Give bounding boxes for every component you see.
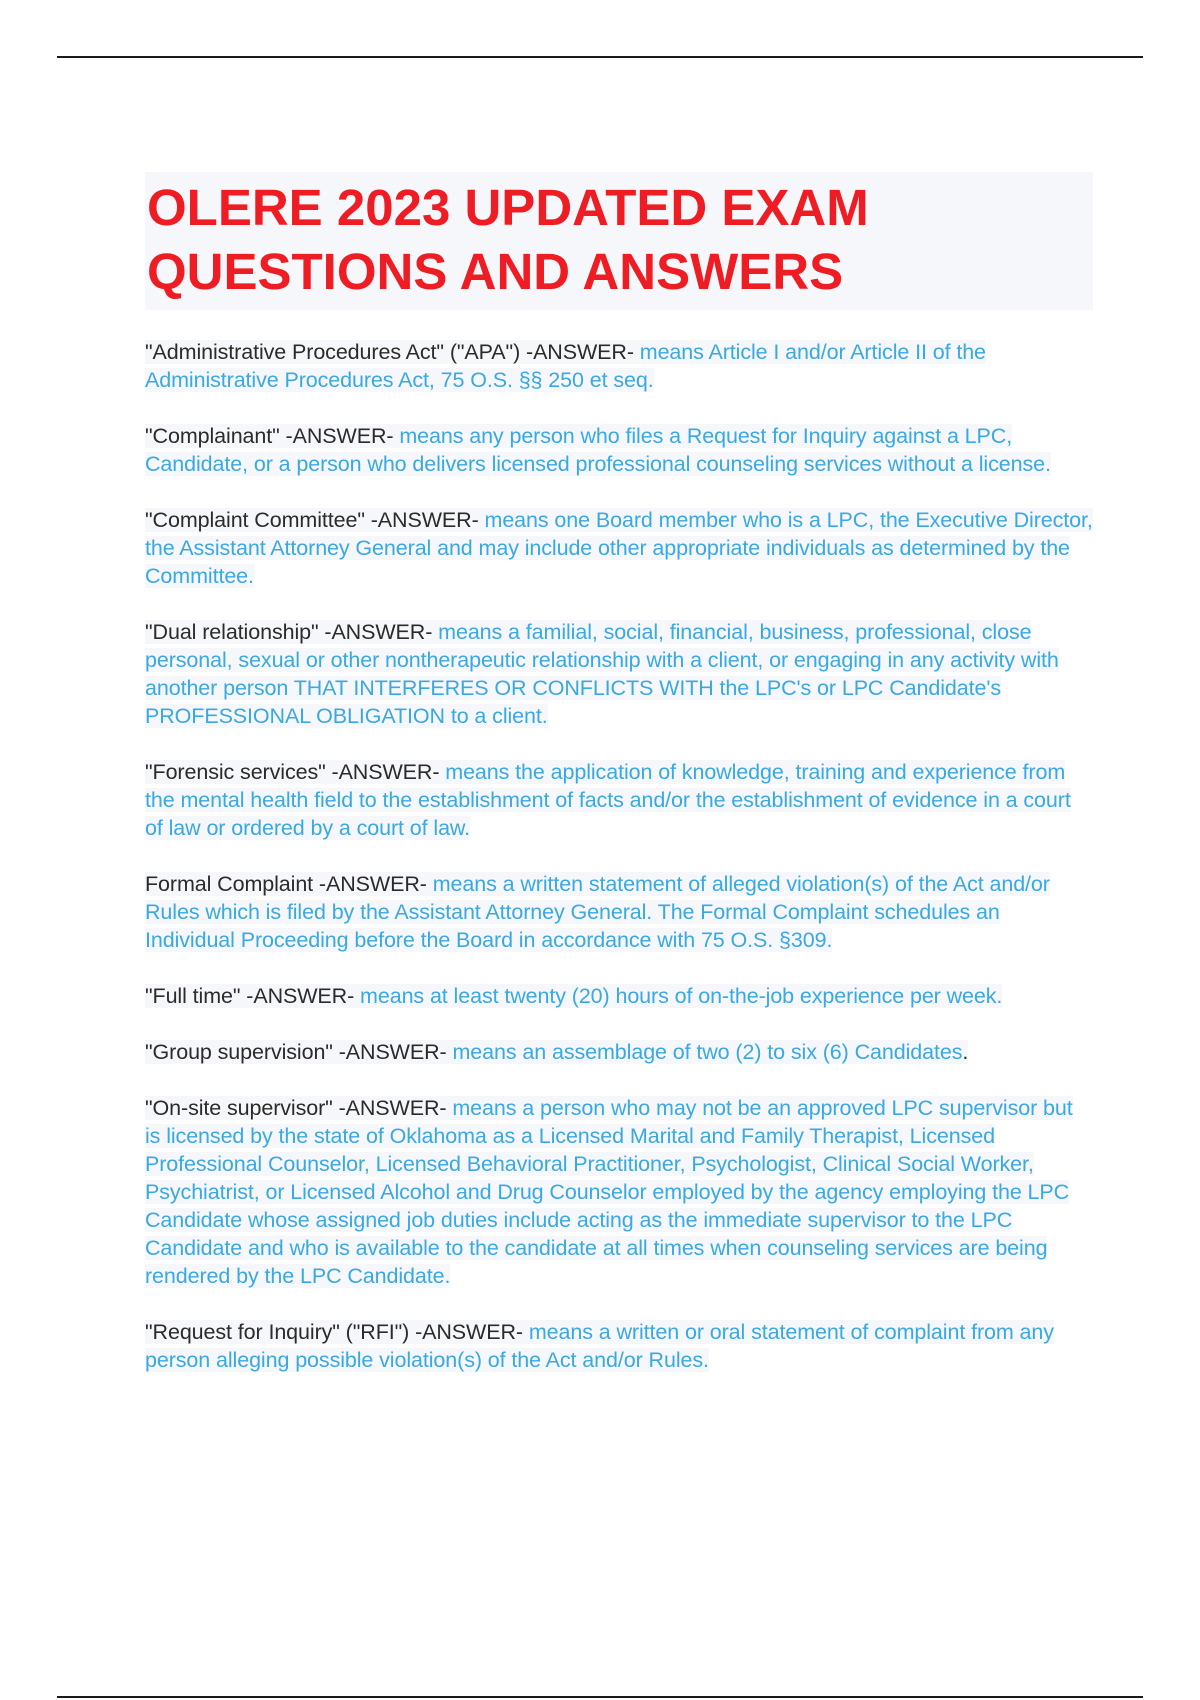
document-title xyxy=(147,176,1089,304)
qa-entry-formal-complaint xyxy=(145,870,1093,954)
question-text: "Administrative Procedures Act" ("APA") -ANSWER- xyxy=(145,340,640,364)
answer-text: means an assemblage of two (2) to six (6) Candidates xyxy=(452,1040,963,1064)
qa-entry-group-supervision xyxy=(145,1038,1093,1066)
answer-text: means a written statement of alleged violation(s) of the Act and/or Rules which is filed by the Assistant Attorney General. The Formal Complaint schedules an Individual Proceeding before the Board in accordance with 75 O.S. §309. xyxy=(145,872,1050,952)
qa-entry-dual-relationship xyxy=(145,618,1093,730)
qa-entry-apa xyxy=(145,338,1093,394)
document-body xyxy=(145,172,1093,1402)
question-text: "Complainant" -ANSWER- xyxy=(145,424,400,448)
title-block xyxy=(145,172,1093,310)
answer-text: means any person who files a Request for Inquiry against a LPC, Candidate, or a person who delivers licensed professional counseling services without a license. xyxy=(145,424,1051,476)
answer-text: means a familial, social, financial, business, professional, close personal, sexual or other nontherapeutic relationship with a client, or engaging in any activity with another person THAT INTERFERES OR CONFLICTS WITH the LPC's or LPC Candidate's PROFESSIONAL OBLIGATION to a client. xyxy=(145,620,1059,728)
answer-text: means a person who may not be an approved LPC supervisor but is licensed by the state of Oklahoma as a Licensed Marital and Family Therapist, Licensed Professional Counselor, Licensed Behavioral Practitioner, Psychologist, Clinical Social Worker, Psychiatrist, or Licensed Alcohol and Drug Counselor employed by the agency employing the LPC Candidate whose assigned job duties include acting as the immediate supervisor to the LPC Candidate and who is available to the candidate at all times when counseling services are being rendered by the LPC Candidate. xyxy=(145,1096,1073,1288)
question-text: Formal Complaint -ANSWER- xyxy=(145,872,433,896)
title-line-2: QUESTIONS AND ANSWERS xyxy=(147,243,844,300)
answer-text: means a written or oral statement of complaint from any person alleging possible violation(s) of the Act and/or Rules. xyxy=(145,1320,1054,1372)
trailing-text: . xyxy=(962,1040,969,1064)
qa-entry-full-time xyxy=(145,982,1093,1010)
answer-text: means the application of knowledge, training and experience from the mental health field to the establishment of facts and/or the establishment of evidence in a court of law or ordered by a court of law. xyxy=(145,760,1071,840)
qa-entry-request-for-inquiry xyxy=(145,1318,1093,1374)
qa-entry-complaint-committee xyxy=(145,506,1093,590)
answer-text: means at least twenty (20) hours of on-the-job experience per week. xyxy=(360,984,1003,1008)
answer-text: means one Board member who is a LPC, the Executive Director, the Assistant Attorney General and may include other appropriate individuals as determined by the Committee. xyxy=(145,508,1093,588)
question-text: "Forensic services" -ANSWER- xyxy=(145,760,446,784)
qa-entry-complainant xyxy=(145,422,1093,478)
top-rule xyxy=(57,56,1143,58)
title-line-1: OLERE 2023 UPDATED EXAM xyxy=(147,179,869,236)
question-text: "Dual relationship" -ANSWER- xyxy=(145,620,439,644)
question-text: "On-site supervisor" -ANSWER- xyxy=(145,1096,453,1120)
question-text: "Request for Inquiry" ("RFI") -ANSWER- xyxy=(145,1320,529,1344)
bottom-rule xyxy=(57,1696,1143,1698)
question-text: "Group supervision" -ANSWER- xyxy=(145,1040,453,1064)
question-text: "Full time" -ANSWER- xyxy=(145,984,361,1008)
qa-entry-on-site-supervisor xyxy=(145,1094,1093,1290)
answer-text: means Article I and/or Article II of the Administrative Procedures Act, 75 O.S. §§ 250 et seq. xyxy=(145,340,986,392)
qa-entry-forensic-services xyxy=(145,758,1093,842)
question-text: "Complaint Committee" -ANSWER- xyxy=(145,508,485,532)
